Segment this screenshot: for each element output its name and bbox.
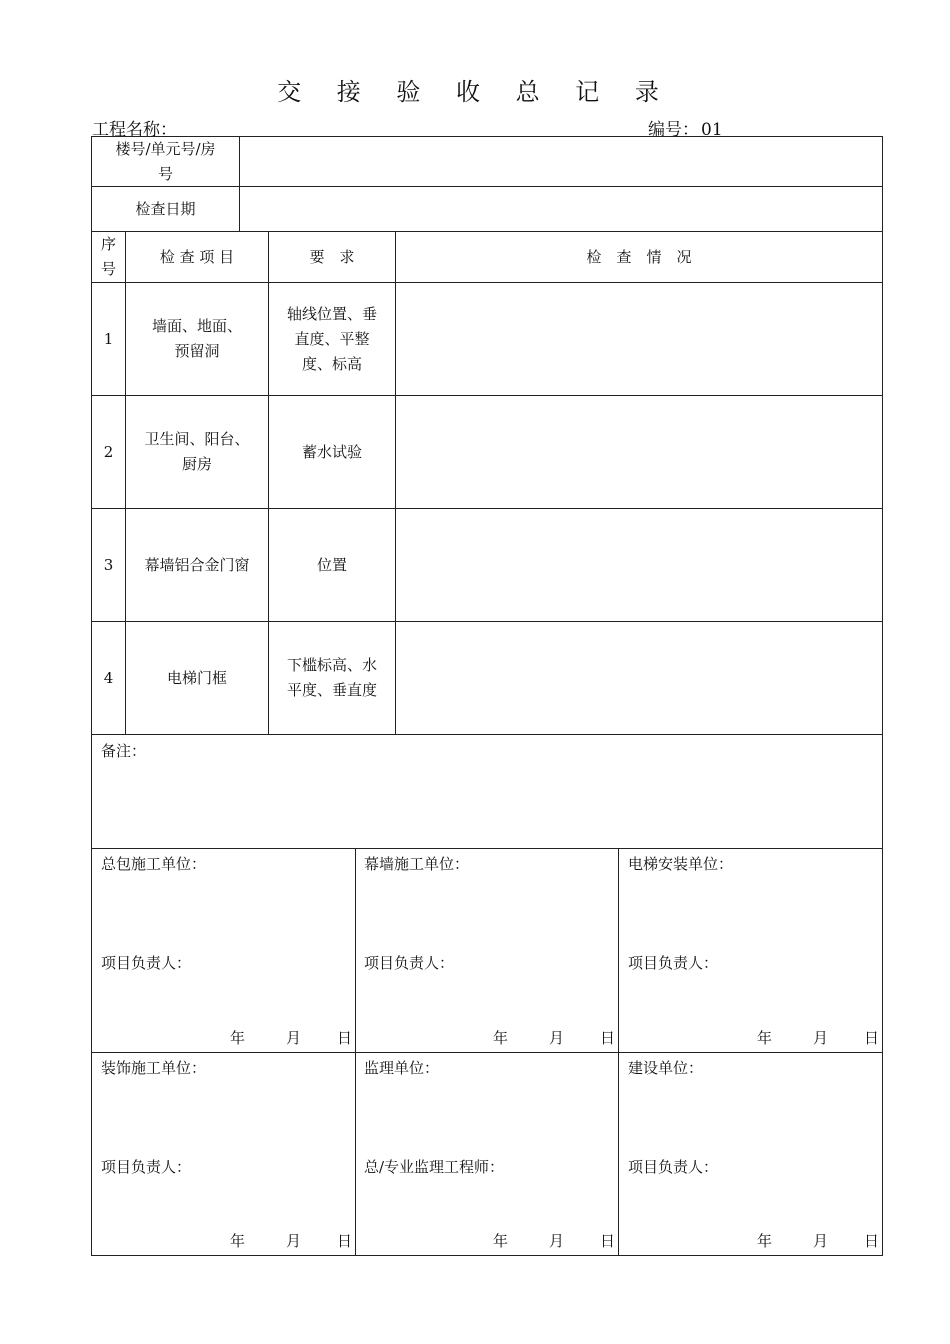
unit-label: 幕墙施工单位： — [364, 855, 470, 873]
signature-date — [757, 1230, 879, 1251]
person-label: 总/专业监理工程师： — [364, 1158, 505, 1176]
month-label: 月 — [549, 1029, 565, 1047]
day-label: 日 — [600, 1232, 616, 1250]
row-status — [396, 509, 882, 621]
signature-date — [230, 1027, 352, 1048]
row-status — [396, 622, 882, 734]
row-seq: 3 — [103, 555, 114, 574]
day-label: 日 — [864, 1232, 880, 1250]
unit-label: 电梯安装单位： — [628, 855, 734, 873]
month-label: 月 — [286, 1029, 302, 1047]
row-item: 幕墙铝合金门窗 — [144, 555, 250, 574]
day-label: 日 — [337, 1029, 353, 1047]
month-label: 月 — [286, 1232, 302, 1250]
person-label: 项目负责人： — [101, 1158, 192, 1176]
month-label: 月 — [813, 1029, 829, 1047]
building-unit-room-value — [240, 137, 882, 186]
year-label: 年 — [757, 1029, 773, 1047]
unit-label: 监理单位： — [364, 1059, 440, 1077]
row-seq: 4 — [103, 668, 114, 687]
code-label: 编号： — [648, 120, 699, 140]
inspection-date-label: 检查日期 — [135, 199, 196, 218]
row-status — [396, 396, 882, 508]
signature-date — [230, 1230, 352, 1251]
inspection-date-value — [240, 187, 882, 231]
building-unit-room-label: 楼号/单元号/房号 — [115, 139, 216, 183]
header-item: 检 查 项 目 — [159, 247, 235, 266]
row-requirement: 位置 — [316, 555, 347, 574]
year-label: 年 — [493, 1232, 509, 1250]
year-label: 年 — [493, 1029, 509, 1047]
code-value: 01 — [701, 120, 723, 140]
day-label: 日 — [600, 1029, 616, 1047]
row-seq: 1 — [103, 329, 114, 348]
year-label: 年 — [230, 1029, 246, 1047]
day-label: 日 — [864, 1029, 880, 1047]
row-item: 电梯门框 — [166, 668, 227, 687]
year-label: 年 — [230, 1232, 246, 1250]
row-requirement: 蓄水试验 — [301, 442, 362, 461]
signature-date — [493, 1230, 615, 1251]
project-name-label: 工程名称： — [92, 120, 177, 140]
unit-label: 建设单位： — [628, 1059, 704, 1077]
signature-date — [757, 1027, 879, 1048]
unit-label: 总包施工单位： — [101, 855, 207, 873]
month-label: 月 — [549, 1232, 565, 1250]
person-label: 项目负责人： — [364, 954, 455, 972]
month-label: 月 — [813, 1232, 829, 1250]
unit-label: 装饰施工单位： — [101, 1059, 207, 1077]
row-status — [396, 283, 882, 395]
person-label: 项目负责人： — [628, 954, 719, 972]
row-requirement: 轴线位置、垂直度、平整度、标高 — [286, 304, 377, 373]
row-item: 墙面、地面、预留洞 — [151, 317, 242, 360]
year-label: 年 — [757, 1232, 773, 1250]
row-seq: 2 — [103, 442, 114, 461]
header-status: 检 查 情 况 — [586, 247, 692, 266]
header-seq: 序号 — [101, 235, 117, 278]
signature-date — [493, 1027, 615, 1048]
person-label: 项目负责人： — [101, 954, 192, 972]
day-label: 日 — [337, 1232, 353, 1250]
header-requirement: 要 求 — [309, 247, 355, 266]
person-label: 项目负责人： — [628, 1158, 719, 1176]
row-requirement: 下槛标高、水平度、垂直度 — [286, 656, 377, 699]
remarks-label: 备注： — [101, 742, 147, 760]
row-item: 卫生间、阳台、厨房 — [144, 430, 250, 473]
document-title: 交 接 验 收 总 记 录 — [277, 78, 673, 106]
